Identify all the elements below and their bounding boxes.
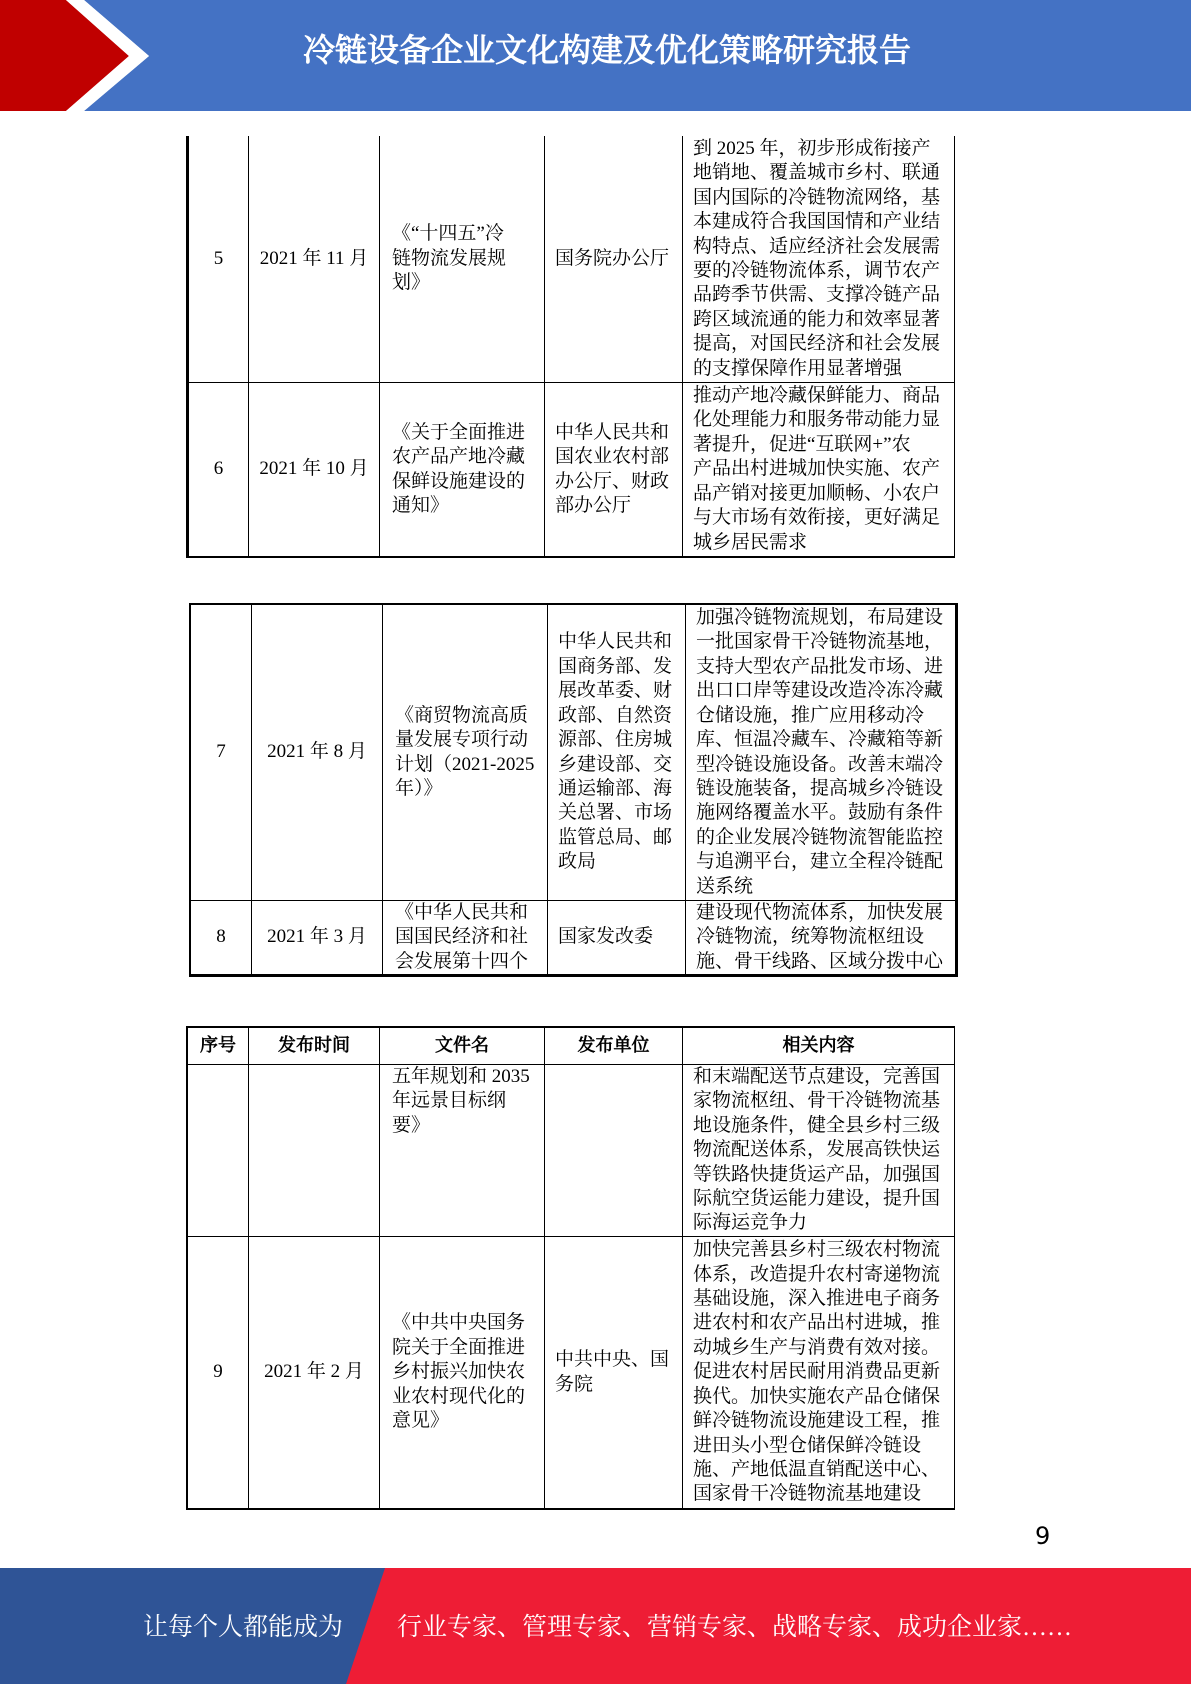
cell-text-line: 构特点、适应经济社会发展需: [693, 235, 941, 257]
date-cell: [249, 1065, 380, 1237]
cell-text-line: 提高，对国民经济和社会发展: [693, 333, 941, 355]
cell-text-line: 部办公厅: [555, 494, 632, 516]
footer-tagline: 行业专家、管理专家、营销专家、战略专家、成功企业家……: [397, 1614, 1073, 1641]
cell-text-line: 到 2025 年，初步形成衔接产: [693, 137, 931, 159]
cell-text-line: 施、骨干线路、区域分拨中心: [696, 950, 944, 972]
cell-text-line: 施网络覆盖水平。鼓励有条件: [696, 802, 944, 824]
cell-text-line: 地设施条件，健全县乡村三级: [693, 1114, 941, 1136]
footer-lead-text: 让每个人都能成为: [143, 1614, 344, 1641]
column-header: 相关内容: [683, 1028, 955, 1065]
cell-text-line: 支持大型农产品批发市场、进: [696, 655, 944, 677]
cell-text-line: 要》: [392, 1114, 431, 1136]
cell-text-line: 政部、自然资: [558, 704, 673, 726]
cell-text-line: 与追溯平台，建立全程冷链配: [696, 851, 944, 873]
cell-text-line: 著提升，促进“互联网+”农: [693, 433, 911, 455]
publisher-cell: [545, 383, 683, 557]
cell-text-line: 5: [213, 247, 224, 269]
cell-text-line: 链物流发展规: [392, 247, 507, 269]
content-cell: [683, 383, 955, 557]
cell-text-line: 促进农村居民耐用消费品更新: [693, 1361, 941, 1383]
content-cell: [686, 901, 956, 975]
cell-text-line: 链设施装备，提高城乡冷链设: [696, 777, 944, 799]
cell-text-line: 国商务部、发: [558, 655, 673, 677]
cell-text-line: 通知》: [392, 494, 450, 516]
cell-text-line: 乡村振兴加快农: [392, 1361, 526, 1383]
seq-cell: [191, 901, 252, 975]
cell-text-line: 建设现代物流体系，加快发展: [696, 901, 944, 923]
report-header: [0, 0, 1191, 111]
policy-table-part-3: [186, 1026, 955, 1510]
cell-text-line: 产品出村进城加快实施、农产: [693, 458, 941, 480]
cell-text-line: 化处理能力和服务带动能力显: [693, 409, 941, 431]
cell-text-line: 2021 年 8 月: [267, 741, 367, 763]
cell-text-line: 国务院办公厅: [555, 247, 670, 269]
cell-text-line: 国内国际的冷链物流网络，基: [693, 186, 941, 208]
cell-text-line: 展改革委、财: [558, 680, 673, 702]
cell-text-line: 2021 年 2 月: [264, 1361, 364, 1383]
cell-text-line: 业农村现代化的: [392, 1385, 526, 1407]
seq-cell: [189, 136, 249, 383]
cell-text-line: 《中华人民共和: [395, 901, 529, 923]
title-cell: [380, 1237, 545, 1509]
cell-text-line: 中共中央、国: [555, 1349, 670, 1371]
cell-text-line: 五年规划和 2035: [392, 1066, 530, 1087]
cell-text-line: 要的冷链物流体系，调节农产: [693, 260, 941, 281]
cell-text-line: 保鲜设施建设的: [392, 470, 526, 492]
cell-text-line: 《中共中央国务: [392, 1312, 526, 1334]
cell-text-line: 监管总局、邮: [558, 826, 673, 848]
page-number: 9: [1035, 1522, 1051, 1550]
content-cell: [686, 605, 956, 901]
cell-text-line: 源部、住房城: [558, 729, 673, 751]
cell-text-line: 基础设施，深入推进电子商务: [693, 1288, 941, 1310]
title-cell: [380, 383, 545, 557]
cell-text-line: 冷链物流，统筹物流枢纽设: [696, 926, 925, 948]
content-cell: [683, 136, 955, 383]
publisher-cell: [545, 136, 683, 383]
cell-text-line: 仓储设施，推广应用移动冷: [696, 704, 925, 726]
cell-text-line: 鲜冷链物流设施建设工程，推: [693, 1410, 941, 1432]
cell-text-line: 和末端配送节点建设，完善国: [693, 1066, 941, 1087]
cell-text-line: 中华人民共和: [558, 631, 673, 653]
cell-text-line: 8: [216, 926, 226, 948]
cell-text-line: 国国民经济和社: [395, 926, 529, 948]
policy-table-part-2: [189, 603, 958, 977]
cell-text-line: 6: [213, 458, 224, 480]
cell-text-line: 际海运竞争力: [693, 1212, 808, 1234]
title-cell: [380, 1065, 545, 1237]
cell-text-line: 型冷链设施设备。改善末端冷: [696, 753, 944, 775]
cell-text-line: 送系统: [696, 875, 754, 897]
cell-text-line: 计划（2021-2025: [395, 753, 535, 775]
cell-text-line: 的支撑保障作用显著增强: [693, 357, 903, 379]
cell-text-line: 《关于全面推进: [392, 421, 526, 443]
publisher-cell: [548, 901, 686, 975]
cell-text-line: 加快完善县乡村三级农村物流: [693, 1239, 941, 1261]
cell-text-line: 一批国家骨干冷链物流基地，: [696, 631, 944, 653]
title-cell: [383, 605, 548, 901]
cell-text-line: 2021 年 3 月: [267, 926, 367, 948]
cell-text-line: 划》: [392, 272, 431, 294]
content-cell: [683, 1065, 955, 1237]
date-cell: [249, 383, 380, 557]
publisher-cell: [545, 1237, 683, 1509]
cell-text-line: 品产销对接更加顺畅、小农户: [693, 482, 941, 504]
cell-text-line: 国家发改委: [558, 926, 654, 948]
cell-text-line: 库、恒温冷藏车、冷藏箱等新: [696, 729, 944, 751]
date-cell: [249, 136, 380, 383]
cell-text-line: 国农业农村部: [555, 446, 670, 468]
cell-text-line: 会发展第十四个: [395, 950, 529, 972]
cell-text-line: 2021 年 11 月: [259, 247, 369, 269]
cell-text-line: 加强冷链物流规划，布局建设: [696, 607, 944, 629]
cell-text-line: 年）》: [395, 777, 443, 799]
column-header: 文件名: [380, 1028, 545, 1065]
cell-text-line: 地销地、覆盖城市乡村、联通: [693, 162, 941, 184]
cell-text-line: 品跨季节供需、支撑冷链产品: [693, 284, 941, 306]
cell-text-line: 国家骨干冷链物流基地建设: [693, 1483, 922, 1505]
seq-cell: [188, 1065, 249, 1237]
policy-table-part-1: [186, 136, 955, 558]
cell-text-line: 等铁路快捷货运产品，加强国: [693, 1163, 941, 1185]
footer-banner: [0, 1568, 1191, 1684]
cell-text-line: 通运输部、海: [558, 777, 673, 799]
date-cell: [249, 1237, 380, 1509]
column-header: 发布单位: [545, 1028, 683, 1065]
report-title: 冷链设备企业文化构建及优化策略研究报告: [303, 31, 912, 69]
cell-text-line: 2021 年 10 月: [259, 458, 369, 480]
cell-text-line: 《“十四五”冷: [392, 223, 504, 245]
cell-text-line: 办公厅、财政: [555, 470, 670, 492]
cell-text-line: 施、产地低温直销配送中心、: [693, 1458, 941, 1480]
cell-text-line: 9: [213, 1361, 223, 1383]
cell-text-line: 家物流枢纽、骨干冷链物流基: [693, 1090, 941, 1112]
cell-text-line: 中华人民共和: [555, 421, 670, 443]
cell-text-line: 进农村和农产品出村进城，推: [693, 1312, 941, 1334]
cell-text-line: 的企业发展冷链物流智能监控: [696, 826, 944, 848]
publisher-cell: [545, 1065, 683, 1237]
seq-cell: [191, 605, 252, 901]
cell-text-line: 际航空货运能力建设，提升国: [693, 1188, 941, 1210]
cell-text-line: 城乡居民需求: [693, 531, 808, 553]
cell-text-line: 换代。加快实施农产品仓储保: [693, 1385, 941, 1407]
column-header: 发布时间: [249, 1028, 380, 1065]
column-header: 序号: [188, 1028, 249, 1065]
cell-text-line: 进田头小型仓储保鲜冷链设: [693, 1434, 922, 1456]
cell-text-line: 《商贸物流高质: [395, 704, 529, 726]
cell-text-line: 年远景目标纲: [392, 1090, 507, 1112]
cell-text-line: 出口口岸等建设改造冷冻冷藏: [696, 680, 944, 702]
cell-text-line: 7: [216, 741, 226, 763]
cell-text-line: 务院: [555, 1373, 594, 1395]
date-cell: [252, 901, 383, 975]
cell-text-line: 意见》: [392, 1410, 450, 1432]
seq-cell: [188, 1237, 249, 1509]
cell-text-line: 跨区域流通的能力和效率显著: [693, 308, 941, 330]
seq-cell: [189, 383, 249, 557]
publisher-cell: [548, 605, 686, 901]
cell-text-line: 与大市场有效衔接，更好满足: [693, 507, 941, 529]
cell-text-line: 院关于全面推进: [392, 1336, 526, 1358]
cell-text-line: 本建成符合我国国情和产业结: [693, 211, 941, 233]
title-cell: [383, 901, 548, 975]
cell-text-line: 农产品产地冷藏: [392, 446, 526, 468]
cell-text-line: 物流配送体系，发展高铁快运: [693, 1139, 941, 1161]
title-cell: [380, 136, 545, 383]
cell-text-line: 关总署、市场: [558, 802, 673, 824]
content-cell: [683, 1237, 955, 1509]
cell-text-line: 政局: [558, 851, 597, 873]
date-cell: [252, 605, 383, 901]
cell-text-line: 体系，改造提升农村寄递物流: [693, 1263, 941, 1285]
cell-text-line: 乡建设部、交: [558, 753, 673, 775]
cell-text-line: 动城乡生产与消费有效对接。: [693, 1336, 941, 1358]
cell-text-line: 量发展专项行动: [395, 729, 529, 751]
cell-text-line: 推动产地冷藏保鲜能力、商品: [693, 385, 941, 407]
